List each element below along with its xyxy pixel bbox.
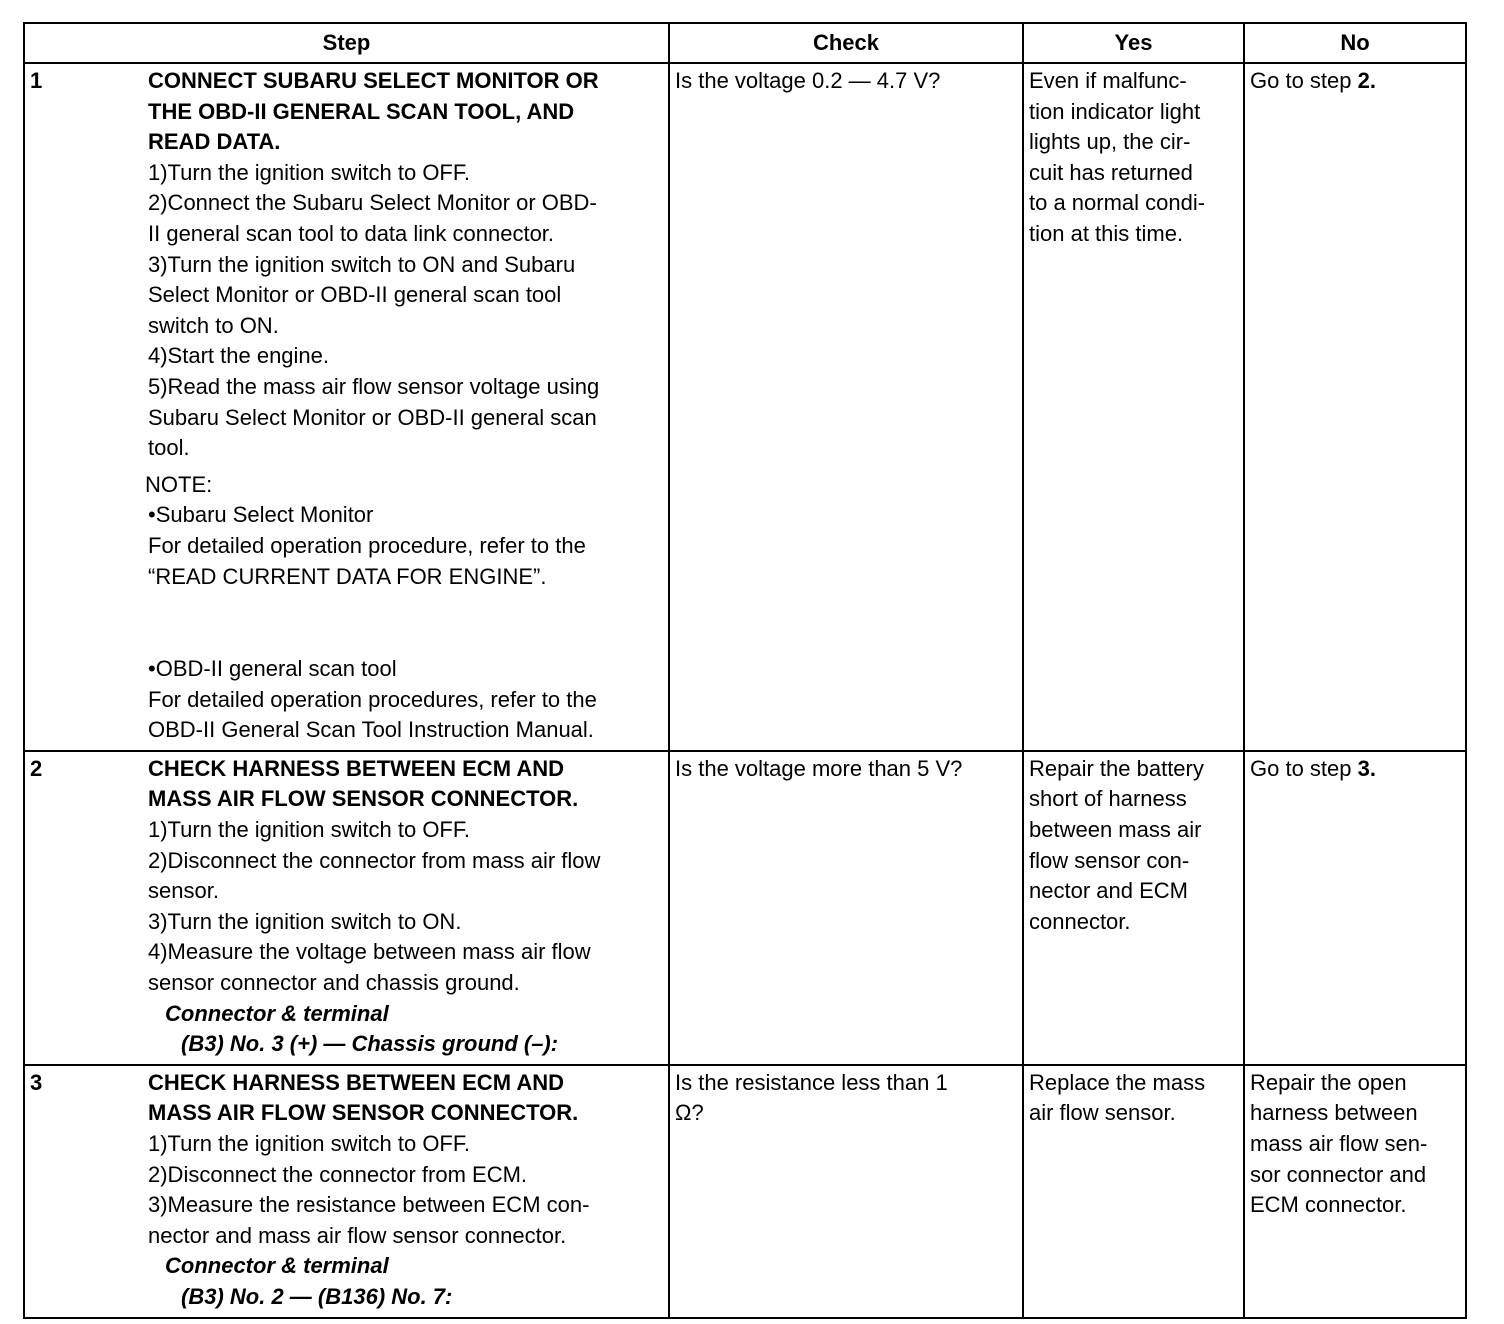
step-line: 4)Measure the voltage between mass air flow: [148, 939, 591, 965]
step-title-line: THE OBD-II GENERAL SCAN TOOL, AND: [148, 98, 575, 124]
table-row: [24, 751, 1466, 1065]
step-line: nector and mass air flow sensor connector.: [148, 1222, 567, 1248]
step-title-line: CHECK HARNESS BETWEEN ECM AND: [148, 1069, 564, 1095]
connector-heading: Connector & terminal: [165, 1000, 389, 1026]
table-row: [24, 63, 1466, 751]
no-line: sor connector and: [1250, 1161, 1427, 1187]
yes-line: connector.: [1029, 908, 1131, 934]
step-title-line: READ DATA.: [148, 129, 281, 155]
step-line: 1)Turn the ignition switch to OFF.: [148, 159, 470, 185]
yes-cell: [1023, 1065, 1244, 1318]
step-number: 1: [30, 68, 43, 93]
step-line: 2)Connect the Subaru Select Monitor or OBD-: [148, 190, 597, 216]
step-body: [148, 754, 662, 1060]
yes-line: Replace the mass: [1029, 1069, 1206, 1095]
step-title-line: MASS AIR FLOW SENSOR CONNECTOR.: [148, 786, 579, 812]
yes-cell: [1023, 751, 1244, 1065]
check-text: Is the voltage 0.2 — 4.7 V?: [675, 68, 941, 93]
header-check: Check: [669, 23, 1023, 63]
yes-line: nector and ECM: [1029, 878, 1188, 904]
yes-line: to a normal condi-: [1029, 190, 1206, 216]
step-title: [148, 66, 662, 158]
step-body: [148, 1068, 662, 1313]
no-cell: [1244, 751, 1466, 1065]
yes-line: between mass air: [1029, 817, 1202, 843]
no-cell: [1244, 63, 1466, 751]
check-line: Ω?: [675, 1100, 704, 1126]
step-line: switch to ON.: [148, 312, 279, 338]
no-cell: [1244, 1065, 1466, 1318]
step-line: 2)Disconnect the connector from ECM.: [148, 1161, 528, 1187]
no-step-ref: 2.: [1357, 68, 1376, 93]
note-line: For detailed operation procedures, refer to the: [148, 686, 597, 712]
step-number: 3: [30, 1069, 43, 1095]
header-yes: Yes: [1023, 23, 1244, 63]
diagnostic-table: [23, 22, 1467, 1319]
step-line: Select Monitor or OBD-II general scan tool: [148, 282, 562, 308]
step-line: sensor.: [148, 878, 219, 904]
no-line: Repair the open: [1250, 1069, 1407, 1095]
no-line: ECM connector.: [1250, 1192, 1407, 1218]
step-line: 3)Turn the ignition switch to ON.: [148, 908, 462, 934]
check-line: Is the resistance less than 1: [675, 1069, 948, 1095]
step-body: [145, 66, 662, 746]
step-cell: [24, 1065, 669, 1318]
step-line: tool.: [148, 435, 190, 461]
check-cell: [669, 751, 1023, 1065]
check-text: Is the voltage more than 5 V?: [675, 755, 963, 781]
step-line: 3)Turn the ignition switch to ON and Subaru: [148, 251, 576, 277]
connector-terminal: (B3) No. 3 (+) — Chassis ground (–):: [181, 1031, 559, 1057]
step-title: [148, 754, 662, 815]
yes-cell: [1023, 63, 1244, 751]
step-title: [148, 1068, 662, 1129]
no-text: [1250, 66, 1459, 97]
no-prefix: Go to step: [1250, 755, 1358, 781]
step-line: 1)Turn the ignition switch to OFF.: [148, 1131, 470, 1156]
table-row: [24, 1065, 1466, 1318]
yes-line: flow sensor con-: [1029, 847, 1190, 873]
step-line: 1)Turn the ignition switch to OFF.: [148, 817, 470, 843]
step-line: Subaru Select Monitor or OBD-II general scan: [148, 404, 597, 430]
connector-terminal: (B3) No. 2 — (B136) No. 7:: [181, 1283, 453, 1309]
no-prefix: Go to step: [1250, 68, 1358, 93]
note-line: •Subaru Select Monitor: [148, 502, 374, 528]
yes-line: tion at this time.: [1029, 220, 1184, 246]
step-title-line: CONNECT SUBARU SELECT MONITOR OR: [148, 68, 599, 93]
step-title-line: CHECK HARNESS BETWEEN ECM AND: [148, 755, 564, 781]
step-line: 5)Read the mass air flow sensor voltage using: [148, 373, 600, 399]
step-line: 4)Start the engine.: [148, 343, 330, 369]
yes-line: Repair the battery: [1029, 755, 1204, 781]
header-step: Step: [24, 23, 669, 63]
yes-line: tion indicator light: [1029, 98, 1201, 124]
yes-line: short of harness: [1029, 786, 1187, 812]
note-line: “READ CURRENT DATA FOR ENGINE”.: [148, 563, 547, 589]
step-cell: [24, 751, 669, 1065]
note-line: OBD-II General Scan Tool Instruction Manual.: [148, 717, 594, 743]
step-line: II general scan tool to data link connector.: [148, 220, 555, 246]
step-title-line: MASS AIR FLOW SENSOR CONNECTOR.: [148, 1100, 579, 1126]
no-text: [1250, 754, 1459, 785]
yes-line: lights up, the cir-: [1029, 129, 1191, 155]
note-label: NOTE:: [145, 471, 213, 497]
step-cell: [24, 63, 669, 751]
yes-line: Even if malfunc-: [1029, 68, 1187, 93]
step-line: 3)Measure the resistance between ECM con-: [148, 1192, 590, 1218]
header-no: No: [1244, 23, 1466, 63]
note-line: For detailed operation procedure, refer to the: [148, 532, 586, 558]
yes-line: cuit has returned: [1029, 159, 1193, 185]
step-line: sensor connector and chassis ground.: [148, 970, 520, 996]
table-header-row: [24, 23, 1466, 63]
connector-heading: Connector & terminal: [165, 1253, 389, 1279]
check-cell: [669, 63, 1023, 751]
no-line: harness between: [1250, 1100, 1418, 1126]
note-line: •OBD-II general scan tool: [148, 656, 397, 682]
note-block: [145, 470, 662, 746]
no-line: mass air flow sen-: [1250, 1131, 1428, 1156]
no-step-ref: 3.: [1357, 755, 1376, 781]
yes-line: air flow sensor.: [1029, 1100, 1176, 1126]
step-line: 2)Disconnect the connector from mass air flow: [148, 847, 601, 873]
check-cell: [669, 1065, 1023, 1318]
step-number: 2: [30, 755, 43, 781]
